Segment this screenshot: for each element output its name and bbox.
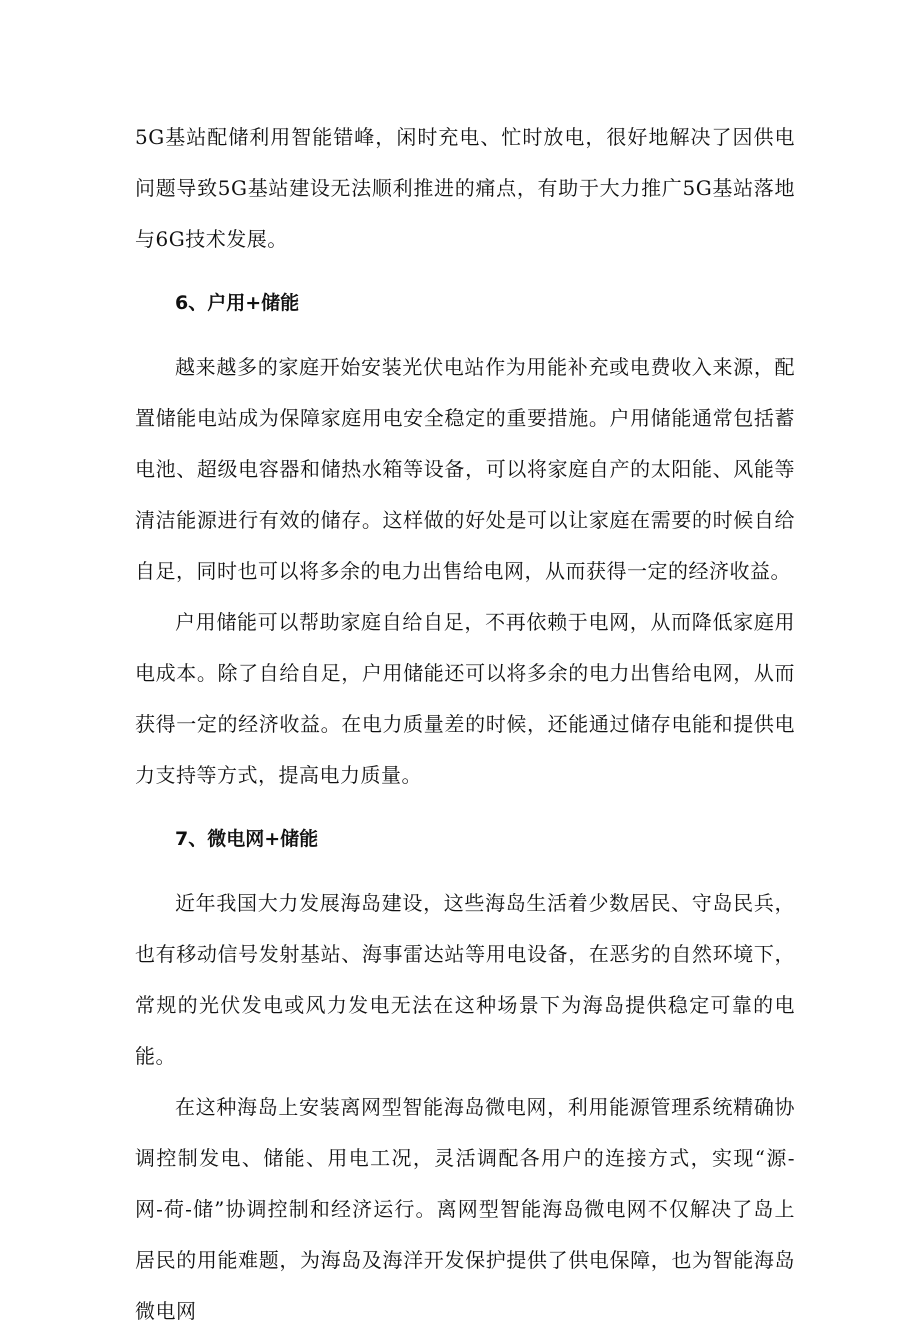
section-gap (135, 329, 795, 342)
paragraph-island-microgrid: 在这种海岛上安装离网型智能海岛微电网，利用能源管理系统精确协调控制发电、储能、用电工况，灵活调配各用户的连接方式，实现“源-网-荷-储”协调控制和经济运行。离网型智能海岛微电网不仅解决了岛上居民的用能难题，为海岛及海洋开发保护提供了供电保障，也为智能海岛微电网 (135, 1095, 795, 1323)
section-gap (135, 265, 795, 278)
section-gap (135, 801, 795, 814)
paragraph-island-construction: 近年我国大力发展海岛建设，这些海岛生活着少数居民、守岛民兵，也有移动信号发射基站、海事雷达站等用电设备，在恶劣的自然环境下，常规的光伏发电或风力发电无法在这种场景下为海岛提供稳定可靠的电能。 (135, 891, 795, 1068)
document-body (135, 112, 795, 1337)
paragraph-household-storage-benefits: 户用储能可以帮助家庭自给自足，不再依赖于电网，从而降低家庭用电成本。除了自给自足，户用储能还可以将多余的电力出售给电网，从而获得一定的经济收益。在电力质量差的时候，还能通过储存电能和提供电力支持等方式，提高电力质量。 (135, 610, 795, 787)
paragraph-5g-base-station: 5G基站配储利用智能错峰，闲时充电、忙时放电，很好地解决了因供电问题导致5G基站建设无法顺利推进的痛点，有助于大力推广5G基站落地与6G技术发展。 (135, 125, 795, 251)
paragraph-household-storage-intro: 越来越多的家庭开始安装光伏电站作为用能补充或电费收入来源，配置储能电站成为保障家庭用电安全稳定的重要措施。户用储能通常包括蓄电池、超级电容器和储热水箱等设备，可以将家庭自产的太阳能、风能等清洁能源进行有效的储存。这样做的好处是可以让家庭在需要的时候自给自足，同时也可以将多余的电力出售给电网，从而获得一定的经济收益。 (135, 355, 795, 583)
section-heading-microgrid-storage: 7、微电网+储能 (175, 828, 319, 850)
section-gap (135, 865, 795, 878)
section-heading-household-storage: 6、户用+储能 (175, 292, 300, 314)
